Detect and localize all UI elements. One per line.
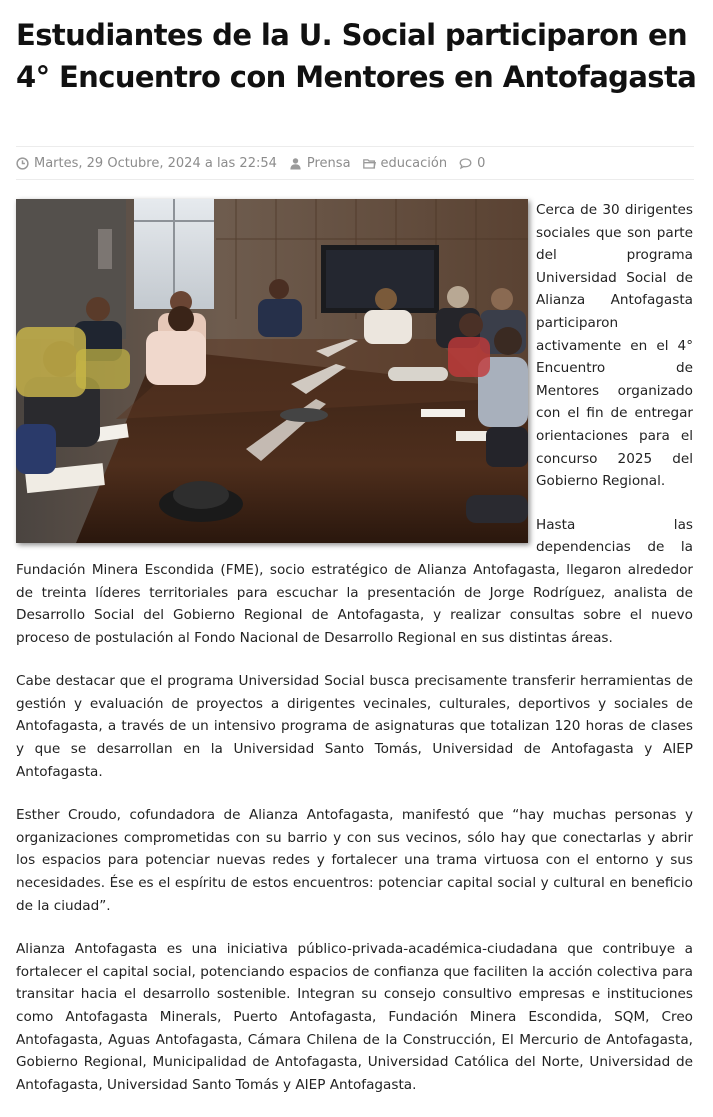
post-date-text: Martes, 29 Octubre, 2024 a las 22:54 (34, 155, 277, 171)
folder-icon (363, 157, 376, 170)
post-date (16, 156, 277, 171)
article-body (16, 199, 693, 1117)
post-category[interactable] (363, 156, 448, 171)
comment-icon (459, 157, 472, 170)
post-meta (16, 146, 694, 180)
article-paragraph: Esther Croudo, cofundadora de Alianza Antofagasta, manifestó que “hay muchas personas y organizaciones comprometidas con su barrio y con sus vecinos, sólo hay que conectarlas y abrir los espacios para potenciar nuevas redes y fortalecer una trama virtuosa con el entorno y sus necesidades. Ése es el espíritu de estos encuentros: potenciar capital social y cultural en beneficio de la ciudad”. (16, 807, 693, 914)
article-photo (16, 199, 528, 543)
article-title: Estudiantes de la U. Social participaron en 4° Encuentro con Mentores en Antofagasta (16, 18, 697, 94)
user-icon (289, 157, 302, 170)
meeting-photo (16, 199, 528, 543)
post-comments-count[interactable]: 0 (477, 155, 486, 171)
article-paragraph: Cerca de 30 dirigentes sociales que son parte del programa Universidad Social de Alianza Antofagasta participaron activamente en el 4° Encuentro de Mentores organizado con el fin de entregar orientaciones para el concurso 2025 del Gobierno Regional. (536, 202, 693, 490)
article-paragraph: Cabe destacar que el programa Universidad Social busca precisamente transferir herramientas de gestión y evaluación de proyectos a dirigentes vecinales, culturales, deportivos y sociales de Antofagasta, a través de un intensivo programa de asignaturas que totalizan 120 horas de clases y que se desarrollan en la Universidad Santo Tomás, Universidad de Antofagasta y AIEP Antofagasta. (16, 673, 693, 780)
post-author-link[interactable]: Prensa (306, 155, 351, 171)
post-author[interactable] (289, 156, 351, 171)
article-paragraph: Alianza Antofagasta es una iniciativa público-privada-académica-ciudadana que contribuye a fortalecer el capital social, potenciando espacios de confianza que faciliten la acción colectiva para transitar hacia el desarrollo sostenible. Integran su consejo consultivo empresas e instituciones como Antofagasta Minerals, Puerto Antofagasta, Fundación Minera Escondida, SQM, Creo Antofagasta, Aguas Antofagasta, Cámara Chilena de la Construcción, El Mercurio de Antofagasta, Gobierno Regional, Municipalidad de Antofagasta, Universidad Católica del Norte, Universidad de Antofagasta, Universidad Santo Tomás y AIEP Antofagasta. (16, 941, 693, 1093)
post-category-link[interactable]: educación (380, 155, 448, 171)
clock-icon (16, 157, 29, 170)
article-paragraph: Hasta las dependencias de la Fundación Minera Escondida (FME), socio estratégico de Alianza Antofagasta, llegaron alrededor de treinta líderes territoriales para escuchar la presentación de Jorge Rodríguez, analista de Desarrollo Social del Gobierno Regional de Antofagasta, y realizar consultas sobre el nuevo proceso de postulación al Fondo Nacional de Desarrollo Regional en sus distintas áreas. (16, 516, 693, 646)
post-comments[interactable] (459, 156, 485, 171)
